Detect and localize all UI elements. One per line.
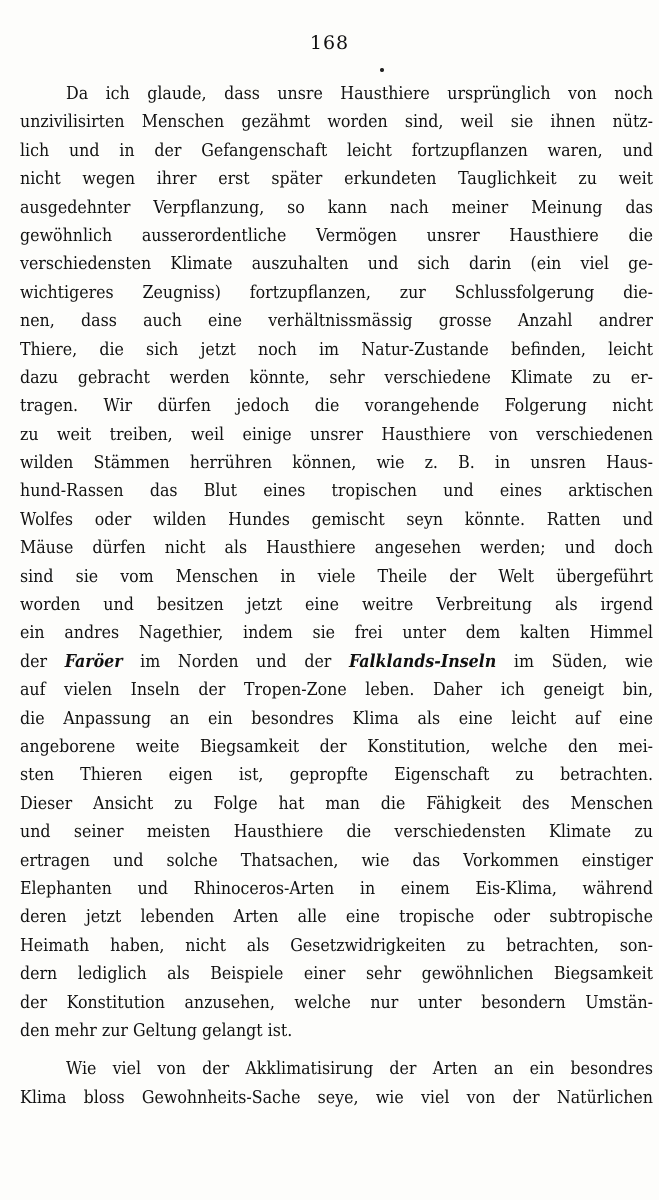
text-line: ertragen und solche Thatsachen, wie das Vorkommen einstiger: [20, 850, 653, 871]
text-line: Elephanten und Rhinoceros-Arten in einem Eis-Klima, während: [20, 878, 653, 899]
text-line: Da ich glaude, dass unsre Hausthiere ursprünglich von noch: [66, 84, 653, 104]
text-line: der Konstitution anzusehen, welche nur unter besondern Umstän-: [20, 992, 653, 1013]
text-line: Thiere, die sich jetzt noch im Natur-Zustande befinden, leicht: [20, 339, 653, 360]
text-line: sind sie vom Menschen in viele Theile der Welt übergeführt: [20, 566, 653, 587]
text-segment: im Süden, wie: [496, 651, 653, 672]
text-line: sten Thieren eigen ist, gepropfte Eigenschaft zu betrachten.: [20, 765, 653, 786]
text-line: ausgedehnter Verpflanzung, so kann nach meiner Meinung das: [20, 197, 653, 218]
paragraph-2: [20, 1055, 653, 1112]
text-line: ein andres Nagethier, indem sie frei unter dem kalten Himmel: [20, 623, 653, 644]
text-line: die Anpassung an ein besondres Klima als eine leicht auf eine: [20, 708, 653, 729]
text-line: worden und besitzen jetzt eine weitre Verbreitung als irgend: [20, 595, 653, 616]
text-segment: im Norden und der: [122, 651, 350, 672]
paragraph-1: [20, 80, 653, 1045]
text-line: Klima bloss Gewohnheits-Sache seye, wie viel von der Natürlichen: [20, 1087, 653, 1108]
page-number: 168: [309, 32, 350, 54]
text-line: wichtigeres Zeugniss) fortzupflanzen, zur Schlussfolgerung die-: [20, 282, 653, 303]
text-line: den mehr zur Geltung gelangt ist.: [20, 1020, 293, 1041]
text-line: und seiner meisten Hausthiere die verschiedensten Klimate zu: [20, 822, 653, 843]
text-line: hund-Rassen das Blut eines tropischen und eines arktischen: [20, 481, 653, 502]
place-name-faroer: Faröer: [64, 650, 123, 672]
text-line: dern lediglich als Beispiele einer sehr gewöhnlichen Biegsamkeit: [20, 964, 653, 985]
text-line: angeborene weite Biegsamkeit der Konstitution, welche den mei-: [20, 736, 653, 757]
paragraph-gap: [20, 1045, 653, 1055]
print-speck: [380, 68, 384, 72]
text-segment: der: [20, 651, 65, 672]
text-line: verschiedensten Klimate auszuhalten und sich darin (ein viel ge-: [20, 254, 653, 275]
text-line: Wolfes oder wilden Hundes gemischt seyn könnte. Ratten und: [20, 509, 653, 530]
text-line: zu weit treiben, weil einige unsrer Hausthiere von verschiedenen: [20, 424, 653, 445]
text-line: dazu gebracht werden könnte, sehr verschiedene Klimate zu er-: [20, 367, 653, 388]
text-line-with-place-names: [20, 648, 653, 676]
text-line: nen, dass auch eine verhältnissmässig grosse Anzahl andrer: [20, 311, 653, 332]
text-line: Wie viel von der Akklimatisirung der Arten an ein besondres: [66, 1059, 653, 1080]
text-line: deren jetzt lebenden Arten alle eine tropische oder subtropische: [20, 907, 653, 928]
place-name-falklands: Falklands-Inseln: [349, 650, 497, 672]
text-line: tragen. Wir dürfen jedoch die vorangehende Folgerung nicht: [20, 396, 653, 417]
text-line: Mäuse dürfen nicht als Hausthiere angesehen werden; und doch: [20, 538, 653, 559]
text-line: nicht wegen ihrer erst später erkundeten Tauglichkeit zu weit: [20, 169, 653, 190]
body-text: [20, 80, 653, 1112]
text-line: unzivilisirten Menschen gezähmt worden sind, weil sie ihnen nütz-: [20, 112, 653, 133]
text-line: Heimath haben, nicht als Gesetzwidrigkeiten zu betrachten, son-: [20, 935, 653, 956]
text-line: wilden Stämmen herrühren können, wie z. B. in unsren Haus-: [20, 453, 653, 474]
text-line: lich und in der Gefangenschaft leicht fortzupflanzen waren, und: [20, 140, 653, 161]
text-line: auf vielen Inseln der Tropen-Zone leben. Daher ich geneigt bin,: [20, 680, 653, 701]
text-line: Dieser Ansicht zu Folge hat man die Fähigkeit des Menschen: [20, 793, 653, 814]
text-line: gewöhnlich ausserordentliche Vermögen unsrer Hausthiere die: [20, 225, 653, 246]
